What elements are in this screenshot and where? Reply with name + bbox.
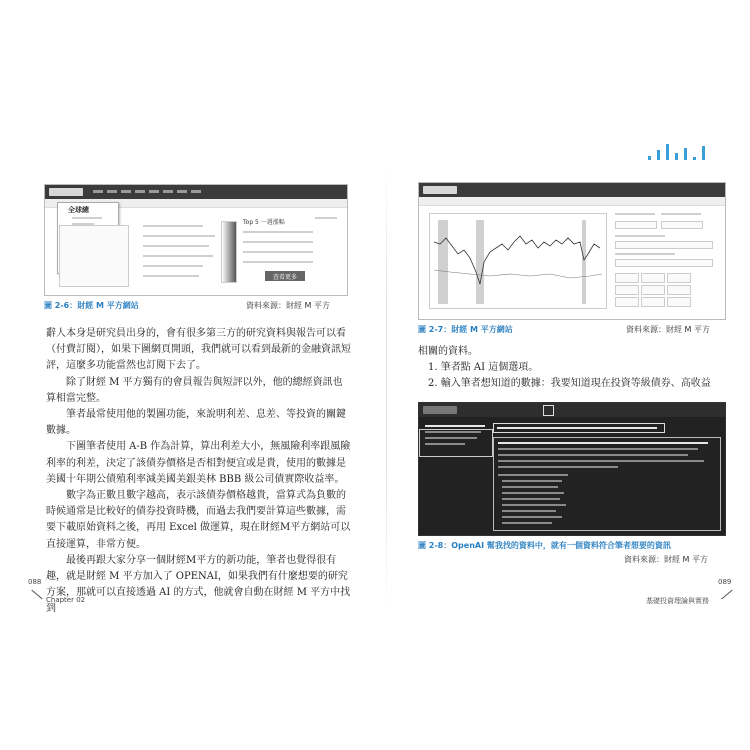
ai-result-panel: [493, 437, 721, 531]
paragraph: 除了財經 M 平方獨有的會員報告與短評以外，他的總經資訊也算相當完整。: [46, 376, 343, 404]
page-fold: [386, 160, 387, 610]
tab-bar: [419, 197, 725, 206]
site-navbar: [419, 183, 725, 197]
paragraph: 辭人本身是研究員出身的，會有很多第三方的研究資料與報告可以看（付費訂閱），如果下圖網頁開頭，我們就可以看到最新的金融資訊短評，這麼多功能當然也訂閱下去了。: [46, 328, 351, 372]
site-logo: [423, 186, 457, 194]
page-number-right: 089: [718, 578, 732, 586]
paragraph: 數字為正數且數字越高，表示該債券價格越貴，當算式為負數的時候通常是比較好的債券投資時機，而過去我們要計算這些數據，需要下載原始資料之後，再用 Excel 做運算，現在財經M平方網站可以直接運算，非常方便。: [46, 490, 351, 550]
step-item: 2. 輸入筆者想知道的數據：我要知道現在投資等級債券、高收益: [428, 378, 711, 389]
ai-query-input[interactable]: [493, 423, 665, 433]
figure-2-6-screenshot: [44, 184, 348, 296]
page-number-left: 088: [28, 578, 42, 586]
paragraph: 筆者最常使用他的製圖功能，來說明利差、息差、等投資的關鍵數據。: [46, 409, 346, 437]
figure-2-8-screenshot: [418, 402, 726, 536]
right-page: [406, 160, 732, 610]
figure-2-7-screenshot: [418, 182, 726, 320]
site-logo: [49, 188, 83, 196]
figure-2-8-caption: 圖 2-8：OpenAI 幫我找的資料中，就有一個資料符合筆者想要的資訊: [418, 541, 671, 550]
paragraph: 最後再跟大家分享一個財經M平方的新功能，筆者也覺得很有趣，就是財經 M 平方加入了 OPENAI，如果我們有什麼想要的研究方案，那就可以直接透過 AI 的方式，他就會自動在財經 M 平方中找到: [46, 554, 351, 615]
running-title: 基礎投資理論與實務: [646, 597, 709, 605]
top5-panel-heading: Top 5 一週漲幅: [243, 219, 285, 226]
view-more-button[interactable]: 查看更多: [265, 271, 305, 281]
highlight-box: [419, 429, 493, 457]
figure-2-7-source: 資料來源：財經 M 平方: [626, 325, 710, 334]
chart-panel: [59, 225, 129, 287]
left-body-text: [46, 326, 352, 618]
step-item: 1. 筆者點 AI 這個選項。: [428, 362, 539, 373]
site-logo: [423, 406, 457, 414]
intro-text: 相關的資料。: [418, 346, 478, 357]
figure-2-6-caption: 圖 2-6：財經 M 平方網站: [44, 301, 139, 310]
site-navbar: [419, 403, 725, 417]
book-spread: [28, 160, 732, 615]
spread-line-chart: [430, 214, 606, 308]
paragraph: 下圖筆者使用 A-B 作為計算，算出利差大小，無風險利率跟風險利率的利差，決定了該債券價格是否相對便宜或是貴，使用的數據是美國十年期公債殖利率減美國美銀美林 BBB 級公司債實際收益率。: [46, 441, 351, 485]
menu-title: 全球總: [68, 206, 89, 214]
shaded-column: [221, 221, 237, 283]
site-navbar: [45, 185, 347, 199]
steps-list: [418, 344, 711, 392]
ai-option-icon[interactable]: [543, 405, 554, 416]
figure-2-8-source: 資料來源：財經 M 平方: [624, 555, 708, 564]
figure-2-6-source: 資料來源：財經 M 平方: [246, 301, 330, 310]
chapter-label: Chapter 02: [46, 596, 86, 604]
figure-2-7-caption: 圖 2-7：財經 M 平方網站: [418, 325, 513, 334]
left-page: [28, 160, 366, 615]
line-chart-area: [429, 213, 607, 309]
